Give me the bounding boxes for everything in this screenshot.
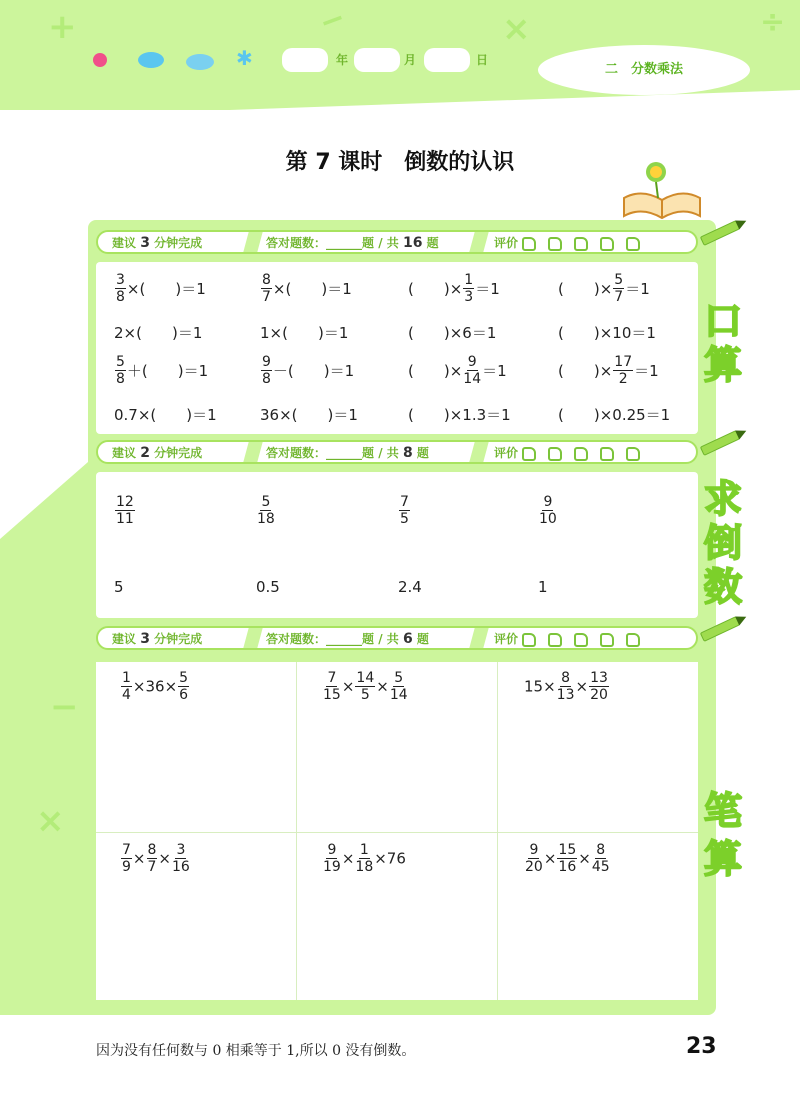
oral-item: ( )× $\frac{1}{3}$ ＝1 xyxy=(408,272,500,305)
score-count: 答对题数：______题 / 共 8 题 xyxy=(266,445,429,461)
oral-item: $\frac{5}{8}$ ＋( )＝1 xyxy=(116,354,209,387)
side-label: 笔 xyxy=(704,788,743,833)
oral-item: $\frac{3}{8}$ ×( )＝1 xyxy=(116,272,206,305)
calc-problem: $\frac{9}{20}$ × $\frac{15}{16}$ × $\frac{8}{45}$ xyxy=(525,842,610,875)
day-label: 日 xyxy=(476,53,489,67)
thumb-icon[interactable] xyxy=(600,633,614,647)
reciprocal-item: 0.5 xyxy=(256,578,280,596)
side-label: 倒 xyxy=(704,520,743,565)
thumb-icon[interactable] xyxy=(600,447,614,461)
time-suggestion: 建议 2 分钟完成 xyxy=(112,445,203,461)
rating: 评价 xyxy=(494,444,652,461)
section2-header xyxy=(96,440,698,464)
written-panel xyxy=(96,662,698,1000)
thumb-icon[interactable] xyxy=(548,633,562,647)
calc-problem: $\frac{9}{19}$ × $\frac{1}{18}$ ×76 xyxy=(323,842,406,875)
left-green-panel xyxy=(0,455,96,1015)
oral-item: ( )×6＝1 xyxy=(408,324,497,342)
divider xyxy=(469,628,488,648)
reciprocal-item: $\frac{12}{11}$ xyxy=(116,494,134,527)
calc-problem: $\frac{1}{4}$ ×36× $\frac{5}{6}$ xyxy=(122,670,189,703)
grid-line xyxy=(497,662,498,1000)
month-field[interactable] xyxy=(354,48,400,72)
rating: 评价 xyxy=(494,630,652,647)
book-flower-icon xyxy=(620,158,704,222)
side-label: 口 xyxy=(704,298,743,343)
thumb-icon[interactable] xyxy=(626,237,640,251)
thumb-icon[interactable] xyxy=(548,447,562,461)
time-suggestion: 建议 3 分钟完成 xyxy=(112,631,203,647)
thumb-icon[interactable] xyxy=(600,237,614,251)
section3-header xyxy=(96,626,698,650)
page-number: 23 xyxy=(686,1034,717,1059)
grid-line xyxy=(296,662,297,1000)
reciprocal-item: $\frac{5}{18}$ xyxy=(257,494,275,527)
oral-item: ( )×10＝1 xyxy=(558,324,656,342)
reciprocal-item: $\frac{7}{5}$ xyxy=(400,494,409,527)
times-icon: × xyxy=(502,9,531,49)
oral-item: ( )× $\frac{17}{2}$ ＝1 xyxy=(558,354,659,387)
footer-note: 因为没有任何数与 0 相乘等于 1,所以 0 没有倒数。 xyxy=(96,1043,416,1059)
side-label: 算 xyxy=(704,342,743,387)
divider xyxy=(243,232,262,252)
score-count: 答对题数：______题 / 共 6 题 xyxy=(266,631,429,647)
oral-item: 36×( )＝1 xyxy=(260,406,358,424)
oral-item: 2×( )＝1 xyxy=(114,324,203,342)
times-icon: × xyxy=(36,801,65,841)
reciprocal-item: 5 xyxy=(114,578,124,596)
oral-item: ( )× $\frac{5}{7}$ ＝1 xyxy=(558,272,650,305)
thumb-icon[interactable] xyxy=(522,447,536,461)
sun-icon xyxy=(93,53,107,67)
thumb-icon[interactable] xyxy=(626,633,640,647)
thumb-icon[interactable] xyxy=(548,237,562,251)
day-field[interactable] xyxy=(424,48,470,72)
grid-line xyxy=(96,832,698,833)
oral-item: ( )× $\frac{9}{14}$ ＝1 xyxy=(408,354,507,387)
divider xyxy=(469,232,488,252)
snowflake-icon: ✱ xyxy=(236,46,253,70)
calc-problem: $\frac{7}{9}$ × $\frac{8}{7}$ × $\frac{3}{16}$ xyxy=(122,842,190,875)
section1-header xyxy=(96,230,698,254)
cloud-icon xyxy=(138,52,164,68)
reciprocal-panel xyxy=(96,472,698,618)
thumb-icon[interactable] xyxy=(574,237,588,251)
rain-cloud-icon xyxy=(186,54,214,70)
reciprocal-item: 2.4 xyxy=(398,578,422,596)
reciprocal-item: $\frac{9}{10}$ xyxy=(539,494,557,527)
side-label: 求 xyxy=(704,476,743,521)
oral-item: 1×( )＝1 xyxy=(260,324,349,342)
calc-problem: 15× $\frac{8}{13}$ × $\frac{13}{20}$ xyxy=(524,670,608,703)
oral-item: 0.7×( )＝1 xyxy=(114,406,217,424)
reciprocal-item: 1 xyxy=(538,578,548,596)
thumb-icon[interactable] xyxy=(522,633,536,647)
side-label: 数 xyxy=(704,564,743,609)
plus-icon: + xyxy=(48,7,77,47)
divider xyxy=(243,628,262,648)
thumb-icon[interactable] xyxy=(574,447,588,461)
page-title: 第 7 课时 倒数的认识 xyxy=(285,150,515,175)
score-count: 答对题数：______题 / 共 16 题 xyxy=(266,235,439,251)
unit-label: 二 分数乘法 xyxy=(538,45,750,95)
year-label: 年 xyxy=(336,53,349,67)
oral-item: ( )×1.3＝1 xyxy=(408,406,511,424)
rating: 评价 xyxy=(494,234,652,251)
thumb-icon[interactable] xyxy=(522,237,536,251)
time-suggestion: 建议 3 分钟完成 xyxy=(112,235,203,251)
divider xyxy=(243,442,262,462)
divider xyxy=(469,442,488,462)
thumb-icon[interactable] xyxy=(626,447,640,461)
year-field[interactable] xyxy=(282,48,328,72)
divide-icon: ÷ xyxy=(760,5,786,40)
oral-item: $\frac{9}{8}$ －( )＝1 xyxy=(262,354,355,387)
calc-problem: $\frac{7}{15}$ × $\frac{14}{5}$ × $\frac{5}{14}$ xyxy=(323,670,408,703)
oral-panel xyxy=(96,262,698,434)
side-label: 算 xyxy=(704,836,743,881)
month-label: 月 xyxy=(404,53,417,67)
oral-item: $\frac{8}{7}$ ×( )＝1 xyxy=(262,272,352,305)
oral-item: ( )×0.25＝1 xyxy=(558,406,671,424)
thumb-icon[interactable] xyxy=(574,633,588,647)
minus-icon: − xyxy=(50,687,79,727)
minus-icon: − xyxy=(314,0,351,42)
